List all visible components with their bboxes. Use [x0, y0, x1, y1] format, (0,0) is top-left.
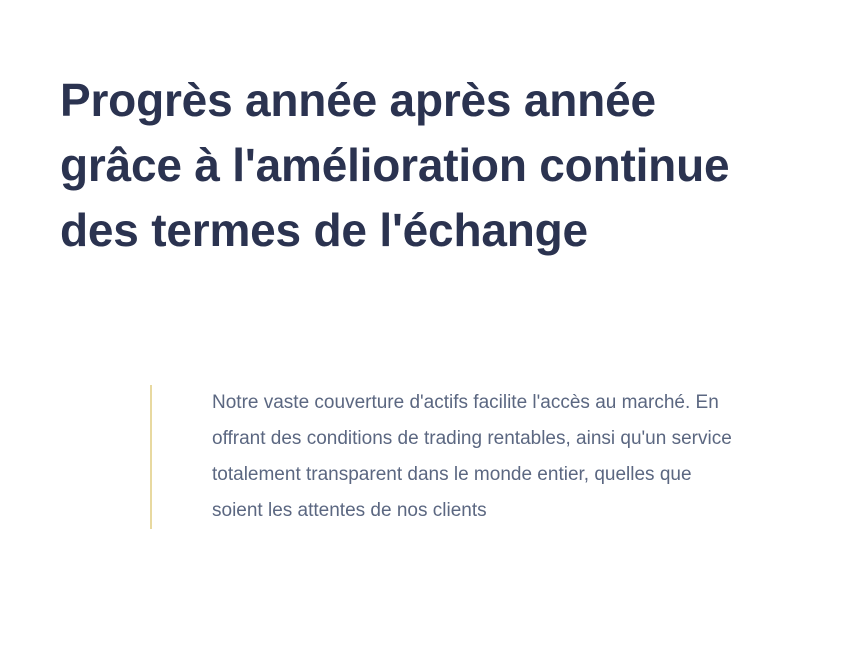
- quote-block: [150, 385, 742, 529]
- quote-text: Notre vaste couverture d'actifs facilite l'accès au marché. En offrant des conditions de trading rentables, ainsi qu'un service totalement transparent dans le monde entier, quelles que soient les attentes de nos clients: [212, 392, 732, 521]
- page-title: Progrès année après année grâce à l'amélioration continue des termes de l'échange: [60, 74, 730, 256]
